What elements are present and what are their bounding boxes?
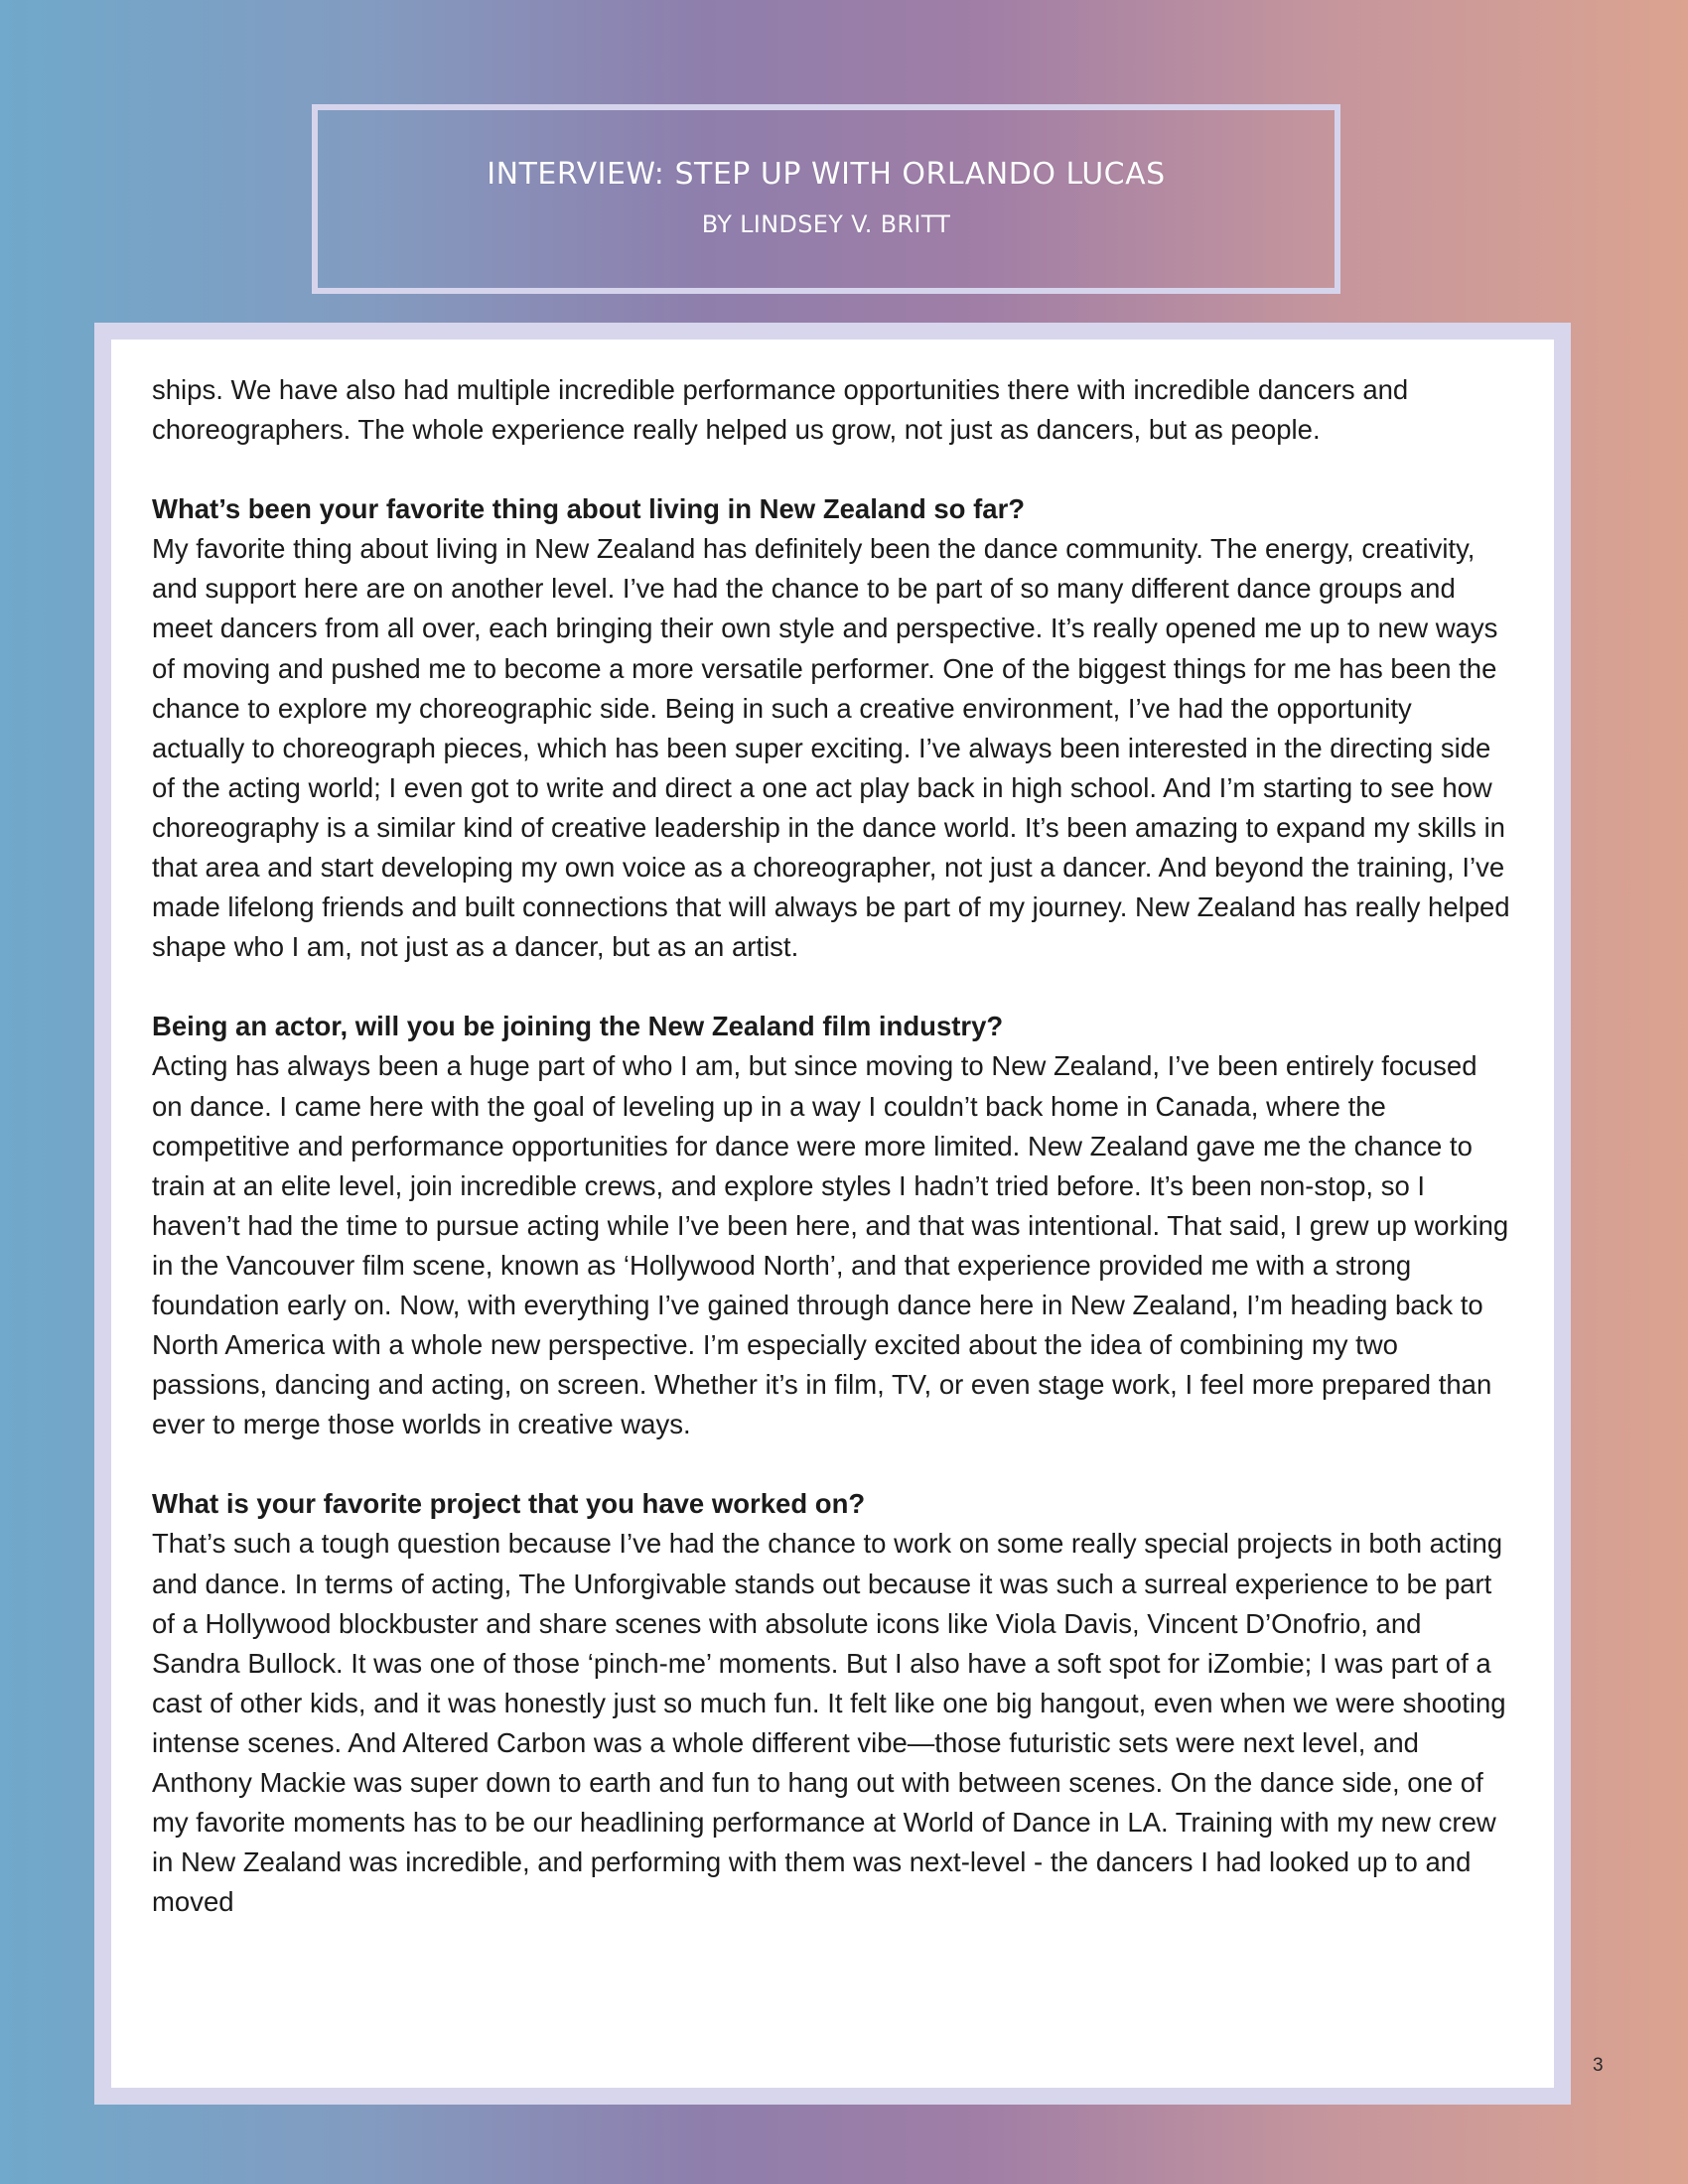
intro-paragraph: ships. We have also had multiple incredible performance opportunities there with incredible dancers and choreographers. The whole experience really helped us grow, not just as dancers, but as people. (152, 374, 1409, 446)
article-byline: BY LINDSEY V. BRITT (701, 210, 951, 238)
paragraph-gap (152, 450, 1510, 489)
paragraph-gap (152, 967, 1510, 1007)
answer-favorite-thing: My favorite thing about living in New Zealand has definitely been the dance community. The energy, creativity, and support here are on another level. I’ve had the chance to be part of so many different dance groups and meet dancers from all over, each bringing their own style and perspective. It’s really opened me up to new ways of moving and pushed me to become a more versatile performer. One of the biggest things for me has been the chance to explore my choreographic side. Being in such a creative environment, I’ve had the opportunity actually to choreograph pieces, which has been super exciting. I’ve always been interested in the directing side of the acting world; I even got to write and direct a one act play back in high school. And I’m starting to see how choreography is a similar kind of creative leadership in the dance world. It’s been amazing to expand my skills in that area and start developing my own voice as a choreographer, not just a dancer. And beyond the training, I’ve made lifelong friends and built connections that will always be part of my journey. New Zealand has really helped shape who I am, not just as a dancer, but as an artist. (152, 533, 1510, 963)
question-film-industry: Being an actor, will you be joining the New Zealand film industry? (152, 1011, 1004, 1042)
question-favorite-project: What is your favorite project that you have worked on? (152, 1488, 866, 1520)
question-favorite-thing: What’s been your favorite thing about living in New Zealand so far? (152, 493, 1026, 525)
page-number: 3 (1593, 2055, 1604, 2076)
article-title: INTERVIEW: STEP UP WITH ORLANDO LUCAS (487, 157, 1166, 192)
paragraph-gap (152, 1444, 1510, 1484)
answer-favorite-project: That’s such a tough question because I’ve had the chance to work on some really special projects in both acting and dance. In terms of acting, The Unforgivable stands out because it was such a surreal experience to be part of a Hollywood blockbuster and share scenes with absolute icons like Viola Davis, Vincent D’Onofrio, and Sandra Bullock. It was one of those ‘pinch-me’ moments. But I also have a soft spot for iZombie; I was part of a cast of other kids, and it was honestly just so much fun. It felt like one big hangout, even when we were shooting intense scenes. And Altered Carbon was a whole different vibe—those futuristic sets were next level, and Anthony Mackie was super down to earth and fun to hang out with between scenes. On the dance side, one of my favorite moments has to be our headlining performance at World of Dance in LA. Training with my new crew in New Zealand was incredible, and performing with them was next-level - the dancers I had looked up to and moved (152, 1528, 1506, 1918)
article-body (152, 370, 1510, 1922)
header-box (312, 104, 1340, 294)
answer-film-industry: Acting has always been a huge part of who I am, but since moving to New Zealand, I’ve been entirely focused on dance. I came here with the goal of leveling up in a way I couldn’t back home in Canada, where the competitive and performance opportunities for dance were more limited. New Zealand gave me the chance to train at an elite level, join incredible crews, and explore styles I hadn’t tried before. It’s been non-stop, so I haven’t had the time to pursue acting while I’ve been here, and that was intentional. That said, I grew up working in the Vancouver film scene, known as ‘Hollywood North’, and that experience provided me with a strong foundation early on. Now, with everything I’ve gained through dance here in New Zealand, I’m heading back to North America with a whole new perspective. I’m especially excited about the idea of combining my two passions, dancing and acting, on screen. Whether it’s in film, TV, or even stage work, I feel more prepared than ever to merge those worlds in creative ways. (152, 1050, 1509, 1440)
